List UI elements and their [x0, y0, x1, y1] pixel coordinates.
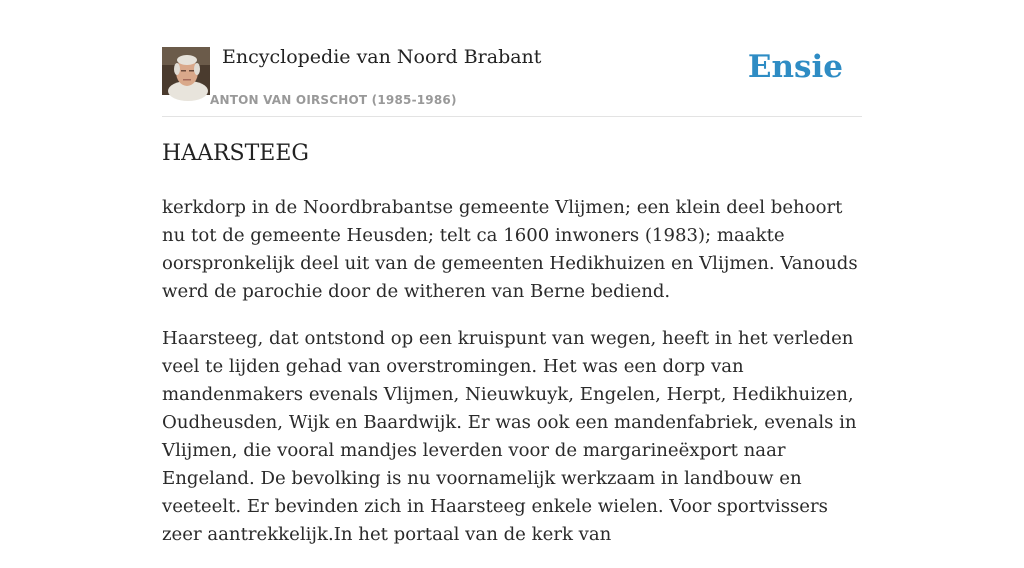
author-portrait-icon: [162, 47, 210, 95]
article-paragraph: Haarsteeg, dat ontstond op een kruispunt van wegen, heeft in het verleden veel te lijden gehad van overstromingen. Het was een dorp van mandenmakers evenals Vlijmen, Nieuwkuyk, Engelen, Herpt, Hedikhuizen, Oudheusden, Wijk en Baardwijk. Er was ook een mandenfabriek, evenals in Vlijmen, die vooral mandjes leverden voor de margarineëxport naar Engeland. De bevolking is nu voornamelijk werkzaam in landbouw en veeteelt. Er bevinden zich in Haarsteeg enkele wielen. Voor sportvissers zeer aantrekkelijk.In het portaal van de kerk van: [162, 328, 857, 545]
author-avatar[interactable]: [162, 47, 210, 95]
author-name[interactable]: ANTON VAN OIRSCHOT (1985-1986): [210, 93, 457, 107]
article-body: [162, 138, 868, 568]
article-paragraph: kerkdorp in de Noordbrabantse gemeente Vlijmen; een klein deel behoort nu tot de gemeente Heusden; telt ca 1600 inwoners (1983); maakte oorspronkelijk deel uit van de gemeenten Hedikhuizen en Vlijmen. Vanouds werd de parochie door de witheren van Berne bediend.: [162, 197, 858, 302]
brand-logo[interactable]: Ensie: [747, 49, 843, 85]
site-title[interactable]: Encyclopedie van Noord Brabant: [222, 46, 542, 68]
article-header: [162, 40, 862, 117]
article-title: HAARSTEEG: [162, 141, 309, 166]
